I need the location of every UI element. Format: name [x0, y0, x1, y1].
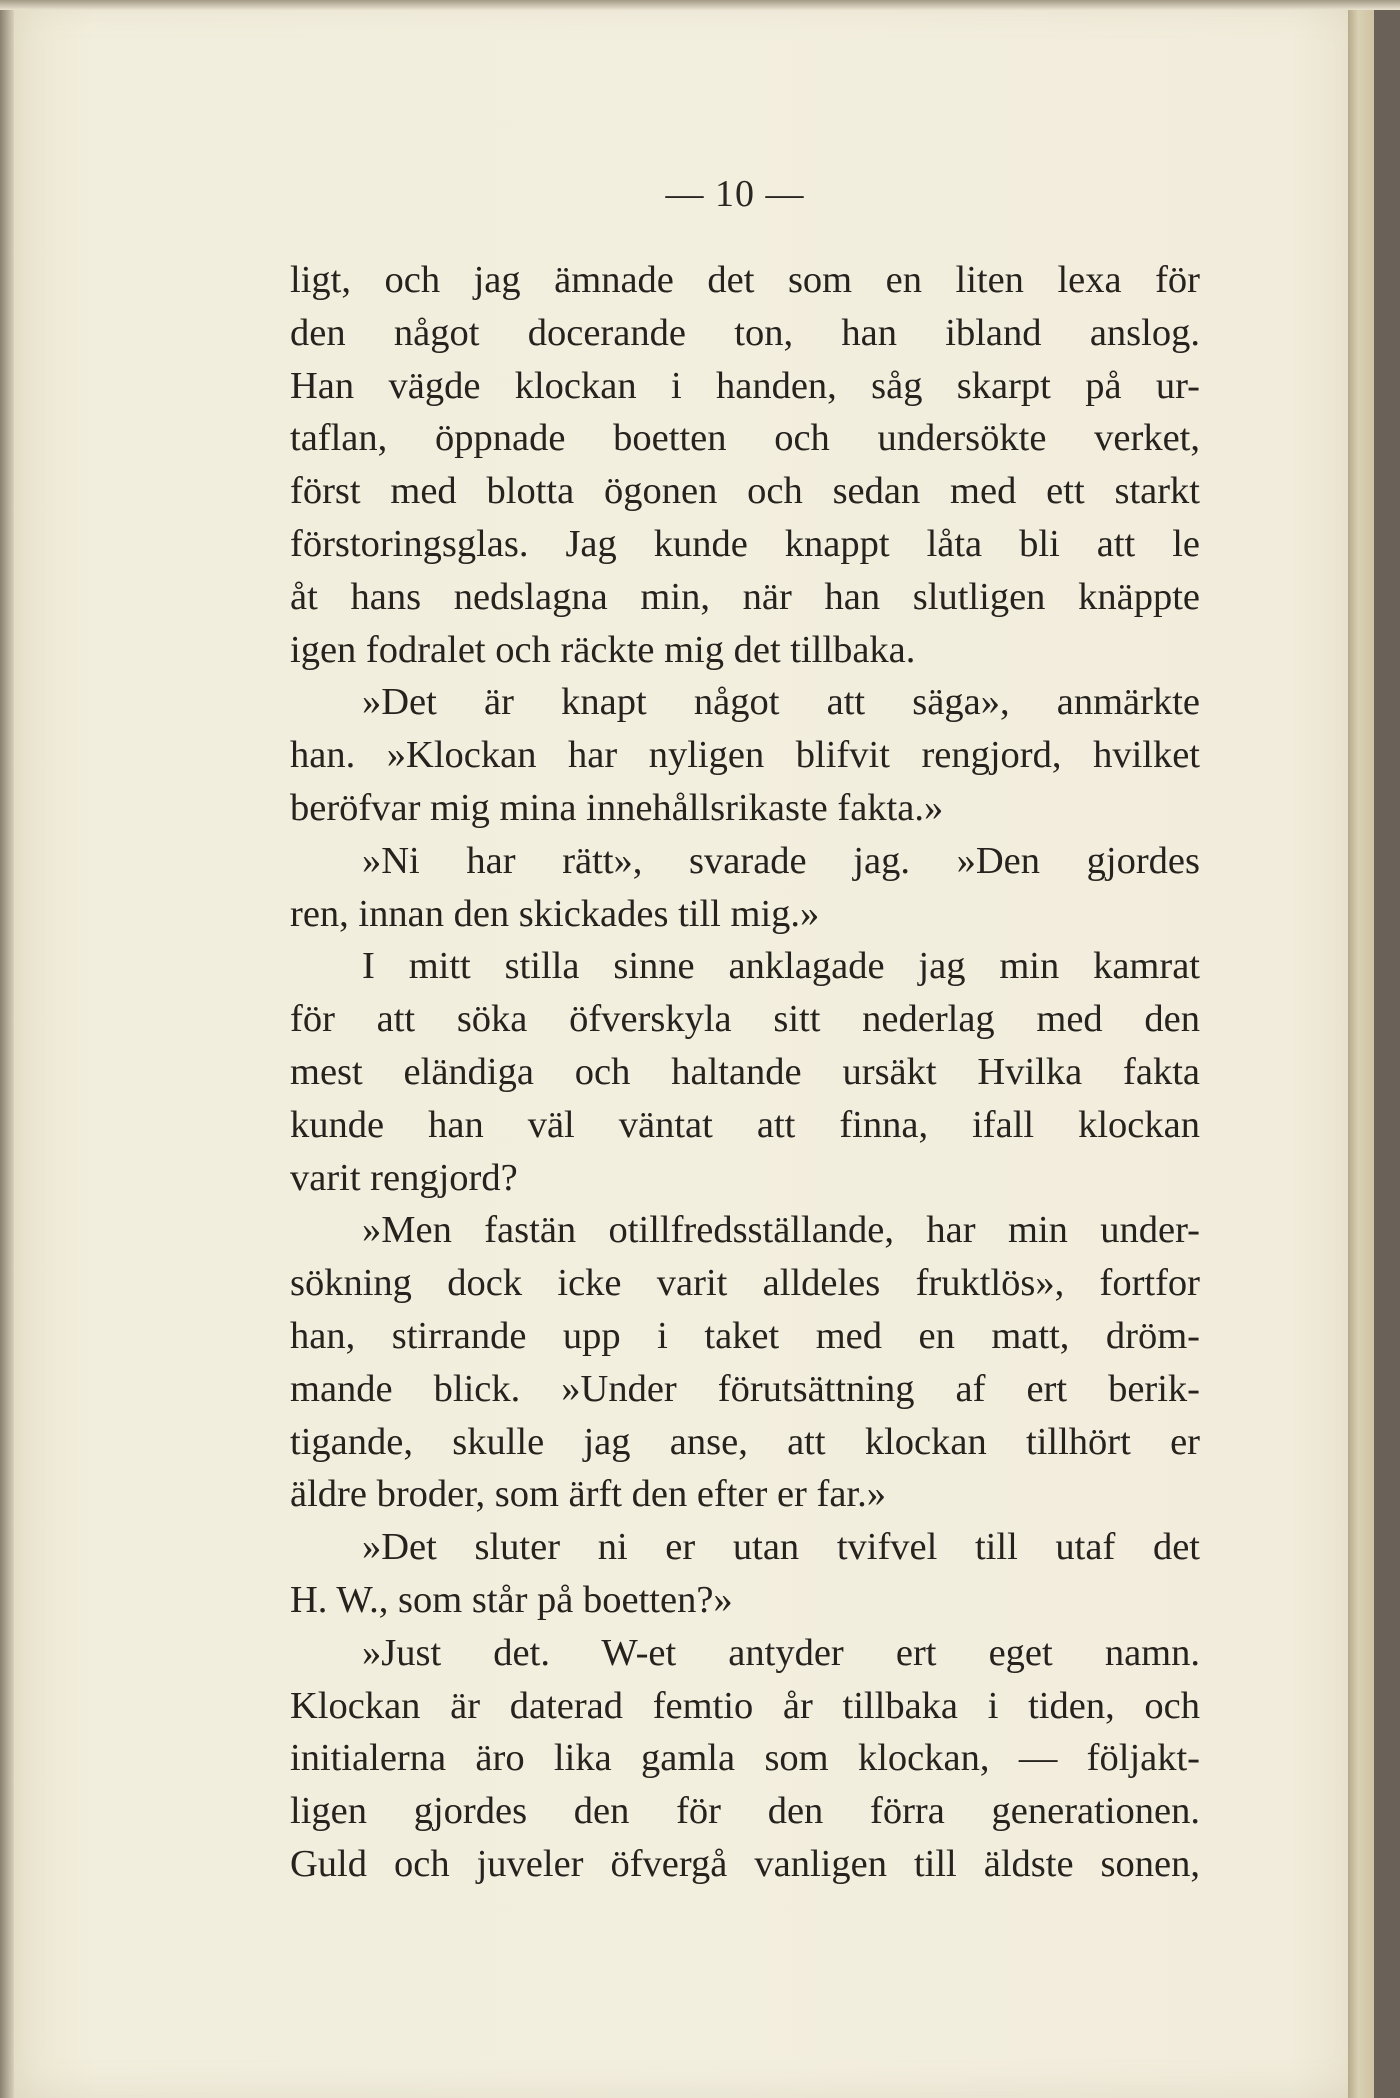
- text-line: mest eländiga och haltande ursäkt Hvilka fakta: [290, 1050, 1200, 1093]
- text-line: I mitt stilla sinne anklagade jag min kamrat: [362, 945, 1200, 988]
- text-line: »Men fastän otillfredsställande, har min under-: [362, 1209, 1200, 1252]
- text-line: »Just det. W-et antyder ert eget namn.: [362, 1631, 1200, 1674]
- text-line: tigande, skulle jag anse, att klockan tillhört er: [290, 1420, 1200, 1463]
- text-line: åt hans nedslagna min, när han slutligen knäppte: [290, 575, 1200, 618]
- page-top-edge: [0, 0, 1400, 10]
- text-line: Han vägde klockan i handen, såg skarpt på ur-: [290, 364, 1200, 407]
- text-line: ligen gjordes den för den förra generationen.: [290, 1790, 1200, 1833]
- page-number: — 10 —: [665, 173, 805, 215]
- page-left-edge: [0, 0, 14, 2098]
- text-line: först med blotta ögonen och sedan med ett starkt: [290, 470, 1200, 513]
- text-line: beröfvar mig mina innehållsrikaste fakta.»: [290, 786, 944, 829]
- text-line: äldre broder, som ärft den efter er far.»: [290, 1473, 886, 1516]
- page-binding-strip: [1348, 0, 1374, 2098]
- text-line: »Det är knapt något att säga», anmärkte: [362, 681, 1200, 724]
- text-line: förstoringsglas. Jag kunde knappt låta bli att le: [290, 522, 1200, 565]
- text-line: ligt, och jag ämnade det som en liten lexa för: [290, 259, 1200, 301]
- text-line: varit rengjord?: [290, 1156, 518, 1199]
- text-line: »Ni har rätt», svarade jag. »Den gjordes: [362, 839, 1200, 882]
- text-line: mande blick. »Under förutsättning af ert berik-: [290, 1367, 1200, 1410]
- text-line: »Det sluter ni er utan tvifvel till utaf det: [362, 1526, 1200, 1569]
- text-line: Klockan är daterad femtio år tillbaka i tiden, och: [290, 1684, 1200, 1727]
- text-line: Guld och juveler öfvergå vanligen till äldste sonen,: [290, 1842, 1200, 1885]
- text-line: ren, innan den skickades till mig.»: [290, 892, 820, 935]
- text-line: sökning dock icke varit alldeles fruktlös», fortfor: [290, 1262, 1200, 1305]
- text-line: han, stirrande upp i taket med en matt, dröm-: [290, 1314, 1200, 1357]
- text-line: för att söka öfverskyla sitt nederlag med den: [290, 998, 1200, 1041]
- body-text: [290, 254, 1200, 1891]
- text-line: initialerna äro lika gamla som klockan, — följakt-: [290, 1737, 1200, 1780]
- text-line-with-italic: kunde han väl väntat att finna, ifall klockan: [290, 1103, 1200, 1146]
- text-line: den något docerande ton, han ibland anslog.: [290, 311, 1200, 354]
- text-line: igen fodralet och räckte mig det tillbaka.: [290, 628, 916, 671]
- text-line: H. W., som står på boetten?»: [290, 1578, 733, 1621]
- text-line: taflan, öppnade boetten och undersökte verket,: [290, 417, 1200, 460]
- text-line: han. »Klockan har nyligen blifvit rengjord, hvilket: [290, 734, 1200, 777]
